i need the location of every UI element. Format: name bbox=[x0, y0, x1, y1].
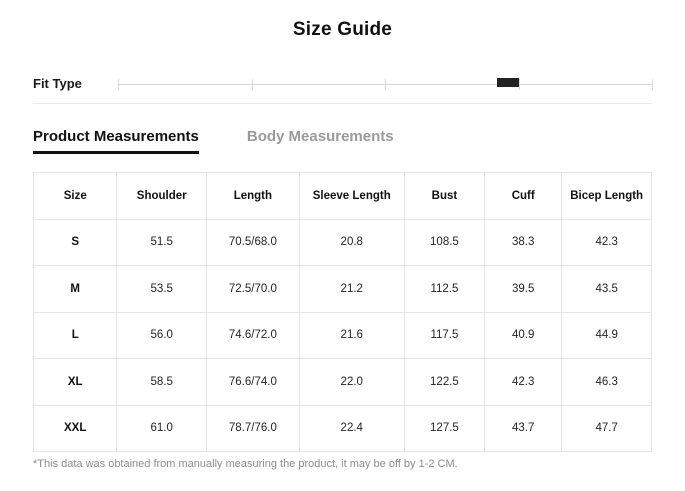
cell-shoulder: 58.5 bbox=[117, 359, 207, 406]
cell-length: 72.5/70.0 bbox=[207, 266, 300, 313]
size-table bbox=[33, 172, 652, 452]
column-header-bicep-length: Bicep Length bbox=[562, 173, 652, 220]
cell-shoulder: 51.5 bbox=[117, 219, 207, 266]
cell-cuff: 43.7 bbox=[485, 405, 562, 452]
cell-shoulder: 53.5 bbox=[117, 266, 207, 313]
cell-cuff: 42.3 bbox=[485, 359, 562, 406]
cell-bust: 127.5 bbox=[404, 405, 484, 452]
cell-bust: 108.5 bbox=[404, 219, 484, 266]
column-header-bust: Bust bbox=[404, 173, 484, 220]
measurement-footnote: *This data was obtained from manually measuring the product, it may be off by 1-2 CM. bbox=[33, 458, 458, 470]
cell-bust: 112.5 bbox=[404, 266, 484, 313]
cell-size: XXL bbox=[34, 405, 117, 452]
table-row bbox=[34, 405, 652, 452]
measurement-tabs bbox=[33, 128, 652, 158]
slider-tick bbox=[652, 79, 653, 90]
table-row bbox=[34, 312, 652, 359]
cell-sleeve-length: 20.8 bbox=[299, 219, 404, 266]
slider-tick bbox=[118, 79, 119, 90]
cell-cuff: 38.3 bbox=[485, 219, 562, 266]
cell-bicep-length: 46.3 bbox=[562, 359, 652, 406]
slider-tick bbox=[252, 79, 253, 90]
cell-size: L bbox=[34, 312, 117, 359]
column-header-sleeve-length: Sleeve Length bbox=[299, 173, 404, 220]
cell-shoulder: 61.0 bbox=[117, 405, 207, 452]
column-header-length: Length bbox=[207, 173, 300, 220]
cell-sleeve-length: 22.4 bbox=[299, 405, 404, 452]
cell-length: 78.7/76.0 bbox=[207, 405, 300, 452]
cell-bust: 117.5 bbox=[404, 312, 484, 359]
cell-size: M bbox=[34, 266, 117, 313]
cell-bicep-length: 47.7 bbox=[562, 405, 652, 452]
cell-length: 70.5/68.0 bbox=[207, 219, 300, 266]
tab-body-measurements[interactable]: Body Measurements bbox=[246, 128, 394, 145]
cell-size: XL bbox=[34, 359, 117, 406]
table-row bbox=[34, 359, 652, 406]
column-header-shoulder: Shoulder bbox=[117, 173, 207, 220]
page-title: Size Guide bbox=[292, 19, 393, 40]
cell-sleeve-length: 21.6 bbox=[299, 312, 404, 359]
cell-bust: 122.5 bbox=[404, 359, 484, 406]
table-header-row bbox=[34, 173, 652, 220]
section-divider bbox=[33, 103, 652, 104]
slider-tick bbox=[385, 79, 386, 90]
cell-length: 76.6/74.0 bbox=[207, 359, 300, 406]
column-header-size: Size bbox=[34, 173, 117, 220]
fit-type-slider[interactable] bbox=[118, 84, 652, 85]
tab-product-measurements[interactable]: Product Measurements bbox=[33, 128, 199, 154]
cell-cuff: 40.9 bbox=[485, 312, 562, 359]
cell-bicep-length: 44.9 bbox=[562, 312, 652, 359]
fit-type-label: Fit Type bbox=[33, 76, 82, 91]
cell-sleeve-length: 21.2 bbox=[299, 266, 404, 313]
cell-sleeve-length: 22.0 bbox=[299, 359, 404, 406]
cell-bicep-length: 43.5 bbox=[562, 266, 652, 313]
column-header-cuff: Cuff bbox=[485, 173, 562, 220]
fit-type-slider-thumb[interactable] bbox=[497, 78, 519, 87]
cell-shoulder: 56.0 bbox=[117, 312, 207, 359]
table-row bbox=[34, 219, 652, 266]
cell-cuff: 39.5 bbox=[485, 266, 562, 313]
size-table-wrapper bbox=[33, 172, 652, 452]
cell-size: S bbox=[34, 219, 117, 266]
table-row bbox=[34, 266, 652, 313]
fit-type-row bbox=[33, 66, 652, 104]
cell-length: 74.6/72.0 bbox=[207, 312, 300, 359]
cell-bicep-length: 42.3 bbox=[562, 219, 652, 266]
